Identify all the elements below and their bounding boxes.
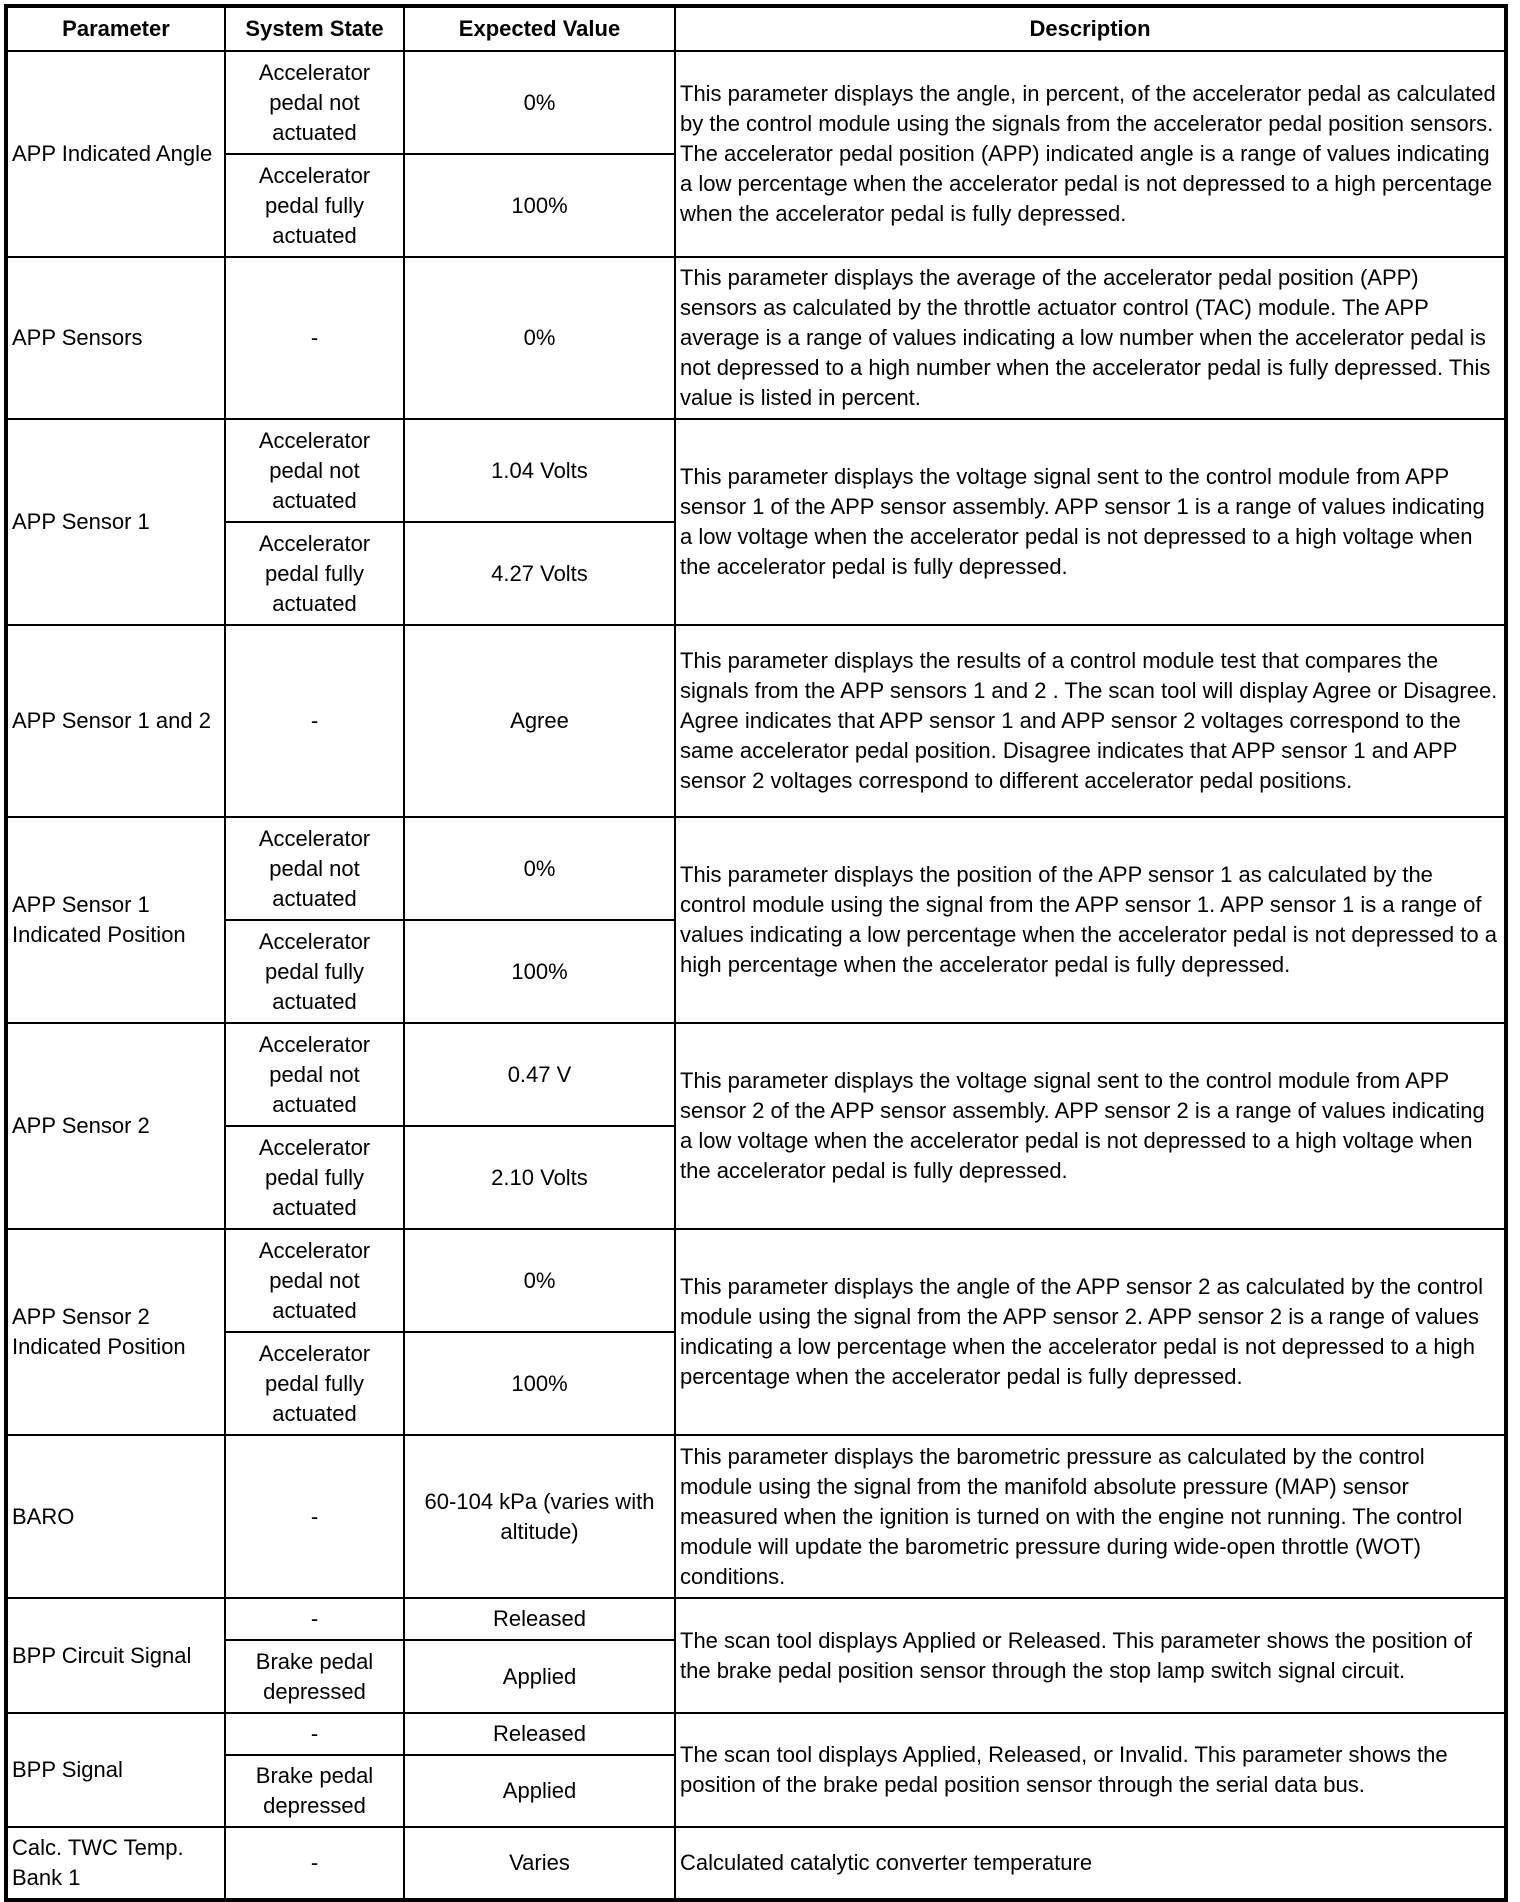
table-row [6, 817, 1506, 920]
parameter-cell: APP Sensor 2 [6, 1023, 225, 1229]
header-row [6, 6, 1506, 51]
table-row [6, 1713, 1506, 1755]
system-state-cell: - [225, 1713, 404, 1755]
system-state-cell: Accelerator pedal fully actuated [225, 522, 404, 625]
expected-value-cell: Released [404, 1598, 675, 1640]
description-cell: The scan tool displays Applied or Released. This parameter shows the position of the brake pedal position sensor through the stop lamp switch signal circuit. [675, 1598, 1506, 1713]
system-state-cell: Accelerator pedal not actuated [225, 1229, 404, 1332]
expected-value-cell: 100% [404, 1332, 675, 1435]
expected-value-cell: Applied [404, 1755, 675, 1827]
system-state-cell: - [225, 1435, 404, 1598]
expected-value-cell: 0% [404, 817, 675, 920]
description-cell: This parameter displays the results of a control module test that compares the signals from the APP sensors 1 and 2 . The scan tool will display Agree or Disagree. Agree indicates that APP sensor 1 and APP sensor 2 voltages correspond to the same accelerator pedal position. Disagree indicates that APP sensor 1 and APP sensor 2 voltages correspond to different accelerator pedal positions. [675, 625, 1506, 817]
table-row [6, 1435, 1506, 1598]
table-row [6, 257, 1506, 419]
expected-value-cell: 0% [404, 51, 675, 154]
parameter-cell: Calc. TWC Temp. Bank 1 [6, 1827, 225, 1900]
system-state-cell: Accelerator pedal not actuated [225, 1023, 404, 1126]
expected-value-cell: Varies [404, 1827, 675, 1900]
expected-value-cell: Applied [404, 1640, 675, 1713]
header-system-state: System State [225, 6, 404, 51]
system-state-cell: Accelerator pedal fully actuated [225, 154, 404, 257]
system-state-cell: - [225, 1598, 404, 1640]
description-cell: The scan tool displays Applied, Released, or Invalid. This parameter shows the position of the brake pedal position sensor through the serial data bus. [675, 1713, 1506, 1827]
description-cell: This parameter displays the voltage signal sent to the control module from APP sensor 2 of the APP sensor assembly. APP sensor 2 is a range of values indicating a low voltage when the accelerator pedal is not depressed to a high voltage when the accelerator pedal is fully depressed. [675, 1023, 1506, 1229]
description-cell: Calculated catalytic converter temperature [675, 1827, 1506, 1900]
table-row [6, 1598, 1506, 1640]
parameter-cell: APP Sensor 2 Indicated Position [6, 1229, 225, 1435]
description-cell: This parameter displays the voltage signal sent to the control module from APP sensor 1 of the APP sensor assembly. APP sensor 1 is a range of values indicating a low voltage when the accelerator pedal is not depressed to a high voltage when the accelerator pedal is fully depressed. [675, 419, 1506, 625]
expected-value-cell: 100% [404, 920, 675, 1023]
table-row [6, 51, 1506, 154]
parameter-cell: BPP Signal [6, 1713, 225, 1827]
table-row [6, 1827, 1506, 1900]
system-state-cell: - [225, 257, 404, 419]
expected-value-cell: 0% [404, 1229, 675, 1332]
parameter-cell: APP Indicated Angle [6, 51, 225, 257]
expected-value-cell: 0.47 V [404, 1023, 675, 1126]
system-state-cell: Accelerator pedal fully actuated [225, 920, 404, 1023]
system-state-cell: Accelerator pedal not actuated [225, 419, 404, 522]
parameter-cell: APP Sensor 1 Indicated Position [6, 817, 225, 1023]
header-description: Description [675, 6, 1506, 51]
system-state-cell: Accelerator pedal not actuated [225, 51, 404, 154]
system-state-cell: Brake pedal depressed [225, 1755, 404, 1827]
description-cell: This parameter displays the position of the APP sensor 1 as calculated by the control module using the signal from the APP sensor 1. APP sensor 1 is a range of values indicating a low percentage when the accelerator pedal is not depressed to a high percentage when the accelerator pedal is fully depressed. [675, 817, 1506, 1023]
system-state-cell: - [225, 1827, 404, 1900]
system-state-cell: Brake pedal depressed [225, 1640, 404, 1713]
expected-value-cell: 0% [404, 257, 675, 419]
description-cell: This parameter displays the average of the accelerator pedal position (APP) sensors as calculated by the throttle actuator control (TAC) module. The APP average is a range of values indicating a low number when the accelerator pedal is not depressed to a high number when the accelerator pedal is fully depressed. This value is listed in percent. [675, 257, 1506, 419]
system-state-cell: Accelerator pedal fully actuated [225, 1126, 404, 1229]
table-row [6, 1229, 1506, 1332]
table-row [6, 625, 1506, 817]
header-parameter: Parameter [6, 6, 225, 51]
expected-value-cell: 1.04 Volts [404, 419, 675, 522]
expected-value-cell: Released [404, 1713, 675, 1755]
parameter-cell: APP Sensor 1 [6, 419, 225, 625]
system-state-cell: - [225, 625, 404, 817]
parameter-cell: APP Sensors [6, 257, 225, 419]
parameter-cell: BPP Circuit Signal [6, 1598, 225, 1713]
expected-value-cell: 4.27 Volts [404, 522, 675, 625]
description-cell: This parameter displays the barometric pressure as calculated by the control module using the signal from the manifold absolute pressure (MAP) sensor measured when the ignition is turned on with the engine not running. The control module will update the barometric pressure during wide-open throttle (WOT) conditions. [675, 1435, 1506, 1598]
system-state-cell: Accelerator pedal not actuated [225, 817, 404, 920]
expected-value-cell: 60-104 kPa (varies with altitude) [404, 1435, 675, 1598]
expected-value-cell: 100% [404, 154, 675, 257]
header-expected-value: Expected Value [404, 6, 675, 51]
table-row [6, 419, 1506, 522]
parameter-cell: BARO [6, 1435, 225, 1598]
description-cell: This parameter displays the angle of the APP sensor 2 as calculated by the control module using the signal from the APP sensor 2. APP sensor 2 is a range of values indicating a low percentage when the accelerator pedal is not depressed to a high percentage when the accelerator pedal is fully depressed. [675, 1229, 1506, 1435]
expected-value-cell: Agree [404, 625, 675, 817]
parameter-table [4, 4, 1508, 1902]
system-state-cell: Accelerator pedal fully actuated [225, 1332, 404, 1435]
parameter-cell: APP Sensor 1 and 2 [6, 625, 225, 817]
table-row [6, 1023, 1506, 1126]
description-cell: This parameter displays the angle, in percent, of the accelerator pedal as calculated by the control module using the signals from the accelerator pedal position sensors. The accelerator pedal position (APP) indicated angle is a range of values indicating a low percentage when the accelerator pedal is not depressed to a high percentage when the accelerator pedal is fully depressed. [675, 51, 1506, 257]
expected-value-cell: 2.10 Volts [404, 1126, 675, 1229]
